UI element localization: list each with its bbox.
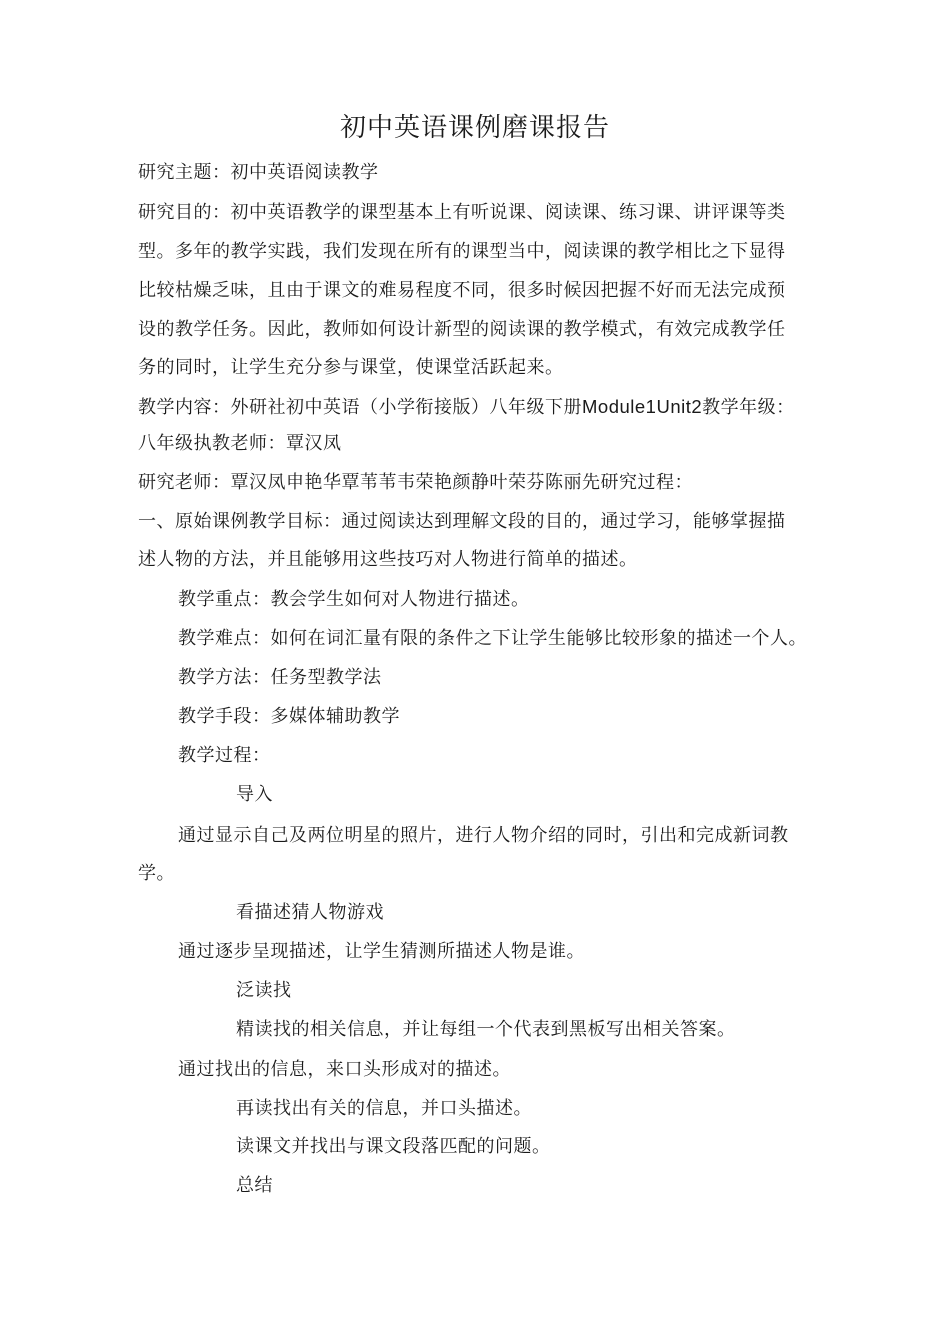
- step-intro: 导入: [236, 784, 273, 805]
- teaching-difficulty: 教学难点：如何在词汇量有限的条件之下让学生能够比较形象的描述一个人。: [178, 628, 807, 649]
- intro-desc-line-1: 通过显示自己及两位明星的照片，进行人物介绍的同时，引出和完成新词教: [178, 825, 789, 846]
- step-summary: 总结: [236, 1175, 273, 1196]
- intro-desc-line-2: 学。: [138, 863, 175, 884]
- research-purpose-line-3: 比较枯燥乏味，且由于课文的难易程度不同，很多时候因把握不好而无法完成预: [138, 280, 786, 301]
- step-reread: 再读找出有关的信息，并口头描述。: [236, 1098, 532, 1119]
- step-skim: 泛读找: [236, 980, 292, 1001]
- teaching-content: [138, 395, 795, 420]
- teaching-process: 教学过程：: [178, 745, 271, 766]
- objective-line-1: 一、原始课例教学目标：通过阅读达到理解文段的目的，通过学习，能够掌握描: [138, 511, 786, 532]
- research-purpose-line-1: 研究目的：初中英语教学的课型基本上有听说课、阅读课、练习课、讲评课等类: [138, 202, 786, 223]
- step-guess-game: 看描述猜人物游戏: [236, 902, 384, 923]
- step-match-questions: 读课文并找出与课文段落匹配的问题。: [236, 1136, 551, 1157]
- step-intensive-read: 精读找的相关信息，并让每组一个代表到黑板写出相关答案。: [236, 1019, 736, 1040]
- research-teachers: 研究老师：覃汉凤申艳华覃苇苇韦荣艳颜静叶荣芬陈丽先研究过程：: [138, 472, 693, 493]
- teaching-method: 教学方法：任务型教学法: [178, 667, 382, 688]
- research-purpose-line-4: 设的教学任务。因此，教师如何设计新型的阅读课的教学模式，有效完成教学任: [138, 319, 786, 340]
- research-topic: 研究主题：初中英语阅读教学: [138, 162, 379, 183]
- teaching-focus: 教学重点：教会学生如何对人物进行描述。: [178, 589, 530, 610]
- research-purpose-line-5: 务的同时，让学生充分参与课堂，使课堂活跃起来。: [138, 357, 564, 378]
- guess-game-desc: 通过逐步呈现描述，让学生猜测所描述人物是谁。: [178, 941, 585, 962]
- module-unit: Module1Unit2: [582, 396, 703, 417]
- teaching-means: 教学手段：多媒体辅助教学: [178, 706, 400, 727]
- oral-description: 通过找出的信息，来口头形成对的描述。: [178, 1059, 511, 1080]
- teaching-content-text: 教学内容：外研社初中英语（小学衔接版）八年级下册: [138, 397, 582, 418]
- grade-and-teacher: 八年级执教老师：覃汉凤: [138, 433, 342, 454]
- document-title: 初中英语课例磨课报告: [339, 113, 610, 143]
- objective-line-2: 述人物的方法，并且能够用这些技巧对人物进行简单的描述。: [138, 549, 638, 570]
- research-purpose-line-2: 型。多年的教学实践，我们发现在所有的课型当中，阅读课的教学相比之下显得: [138, 241, 786, 262]
- teaching-grade-label: 教学年级：: [702, 397, 795, 418]
